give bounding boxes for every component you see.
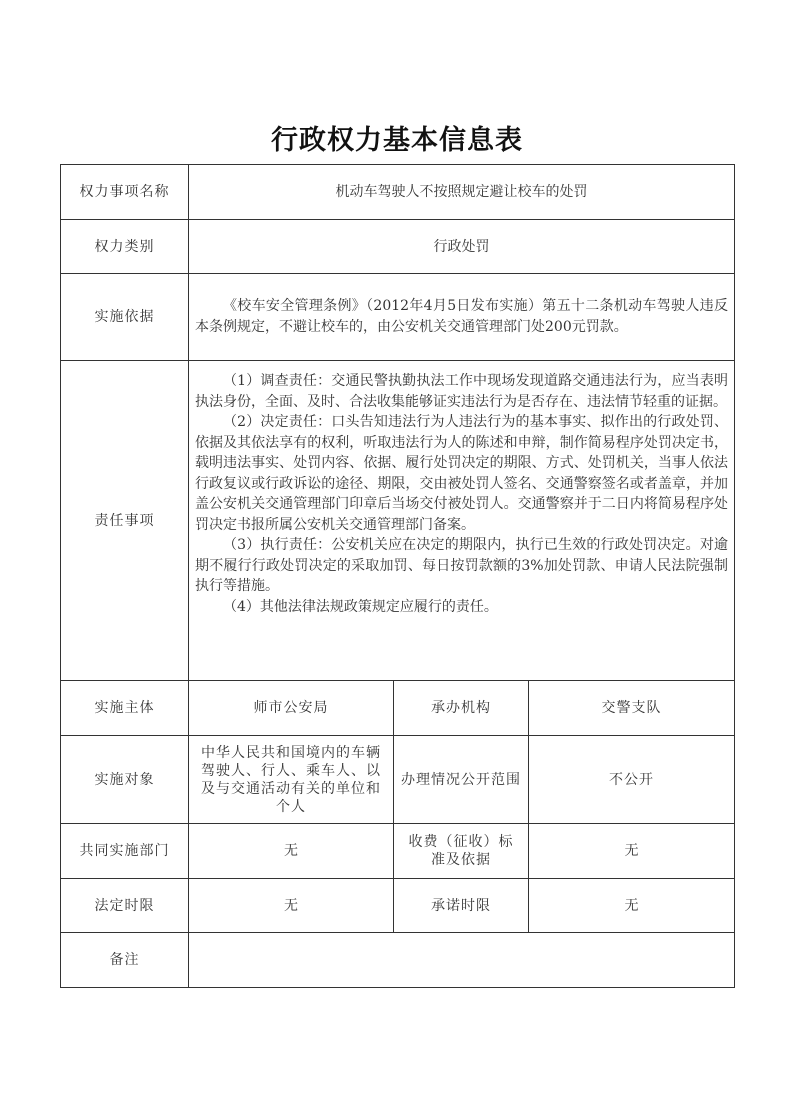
value-disclosure: 不公开 [529, 736, 735, 824]
label-remarks: 备注 [61, 933, 189, 988]
label-joint: 共同实施部门 [61, 824, 189, 879]
label-target: 实施对象 [61, 736, 189, 824]
value-remarks [189, 933, 735, 988]
label-name: 权力事项名称 [61, 165, 189, 220]
label-promise: 承诺时限 [394, 879, 529, 933]
duty-item: （4）其他法律法规政策规定应履行的责任。 [223, 598, 498, 615]
value-joint: 无 [189, 824, 394, 879]
duty-item: （3）执行责任：公安机关应在决定的期限内，执行已生效的行政处罚决定。对逾期不履行行政处罚决定的采取加罚、每日按罚款额的3%加处罚款、申请人民法院强制执行等措施。 [195, 537, 728, 594]
label-category: 权力类别 [61, 220, 189, 274]
label-duties: 责任事项 [61, 361, 189, 681]
value-deadline: 无 [189, 879, 394, 933]
duty-item: （1）调查责任：交通民警执勤执法工作中现场发现道路交通违法行为，应当表明执法身份，全面、及时、合法收集能够证实违法行为是否存在、违法情节轻重的证据。 [195, 373, 728, 410]
label-deadline: 法定时限 [61, 879, 189, 933]
page-title: 行政权力基本信息表 [271, 125, 523, 156]
value-subject: 师市公安局 [189, 681, 394, 736]
label-disclosure: 办理情况公开范围 [394, 736, 529, 824]
label-fee: 收费（征收）标准及依据 [394, 824, 529, 879]
value-target: 中华人民共和国境内的车辆驾驶人、行人、乘车人、以及与交通活动有关的单位和个人 [189, 736, 394, 824]
value-basis: 《校车安全管理条例》（2012年4月5日发布实施）第五十二条机动车驾驶人违反本条例规定，不避让校车的，由公安机关交通管理部门处200元罚款。 [195, 298, 728, 335]
value-promise: 无 [529, 879, 735, 933]
value-name: 机动车驾驶人不按照规定避让校车的处罚 [189, 165, 735, 220]
row-subject [61, 681, 735, 736]
row-remarks [61, 933, 735, 988]
row-joint [61, 824, 735, 879]
value-category: 行政处罚 [189, 220, 735, 274]
info-table [60, 164, 735, 988]
row-category [61, 220, 735, 274]
row-name [61, 165, 735, 220]
label-basis: 实施依据 [61, 274, 189, 361]
value-basis-cell [189, 274, 735, 361]
row-target [61, 736, 735, 824]
value-duties [189, 361, 735, 681]
label-subject: 实施主体 [61, 681, 189, 736]
row-deadline [61, 879, 735, 933]
row-basis [61, 274, 735, 361]
value-fee: 无 [529, 824, 735, 879]
label-agency: 承办机构 [394, 681, 529, 736]
row-duties [61, 361, 735, 681]
value-agency: 交警支队 [529, 681, 735, 736]
duty-item: （2）决定责任：口头告知违法行为人违法行为的基本事实、拟作出的行政处罚、依据及其依法享有的权利，听取违法行为人的陈述和申辩，制作简易程序处罚决定书，载明违法事实、处罚内容、依据、履行处罚决定的期限、方式、处罚机关，当事人依法行政复议或行政诉讼的途径、期限，交由被处罚人签名、交通警察签名或者盖章，并加盖公安机关交通管理部门印章后当场交付被处罚人。交通警察并于二日内将简易程序处罚决定书报所属公安机关交通管理部门备案。 [195, 414, 728, 533]
